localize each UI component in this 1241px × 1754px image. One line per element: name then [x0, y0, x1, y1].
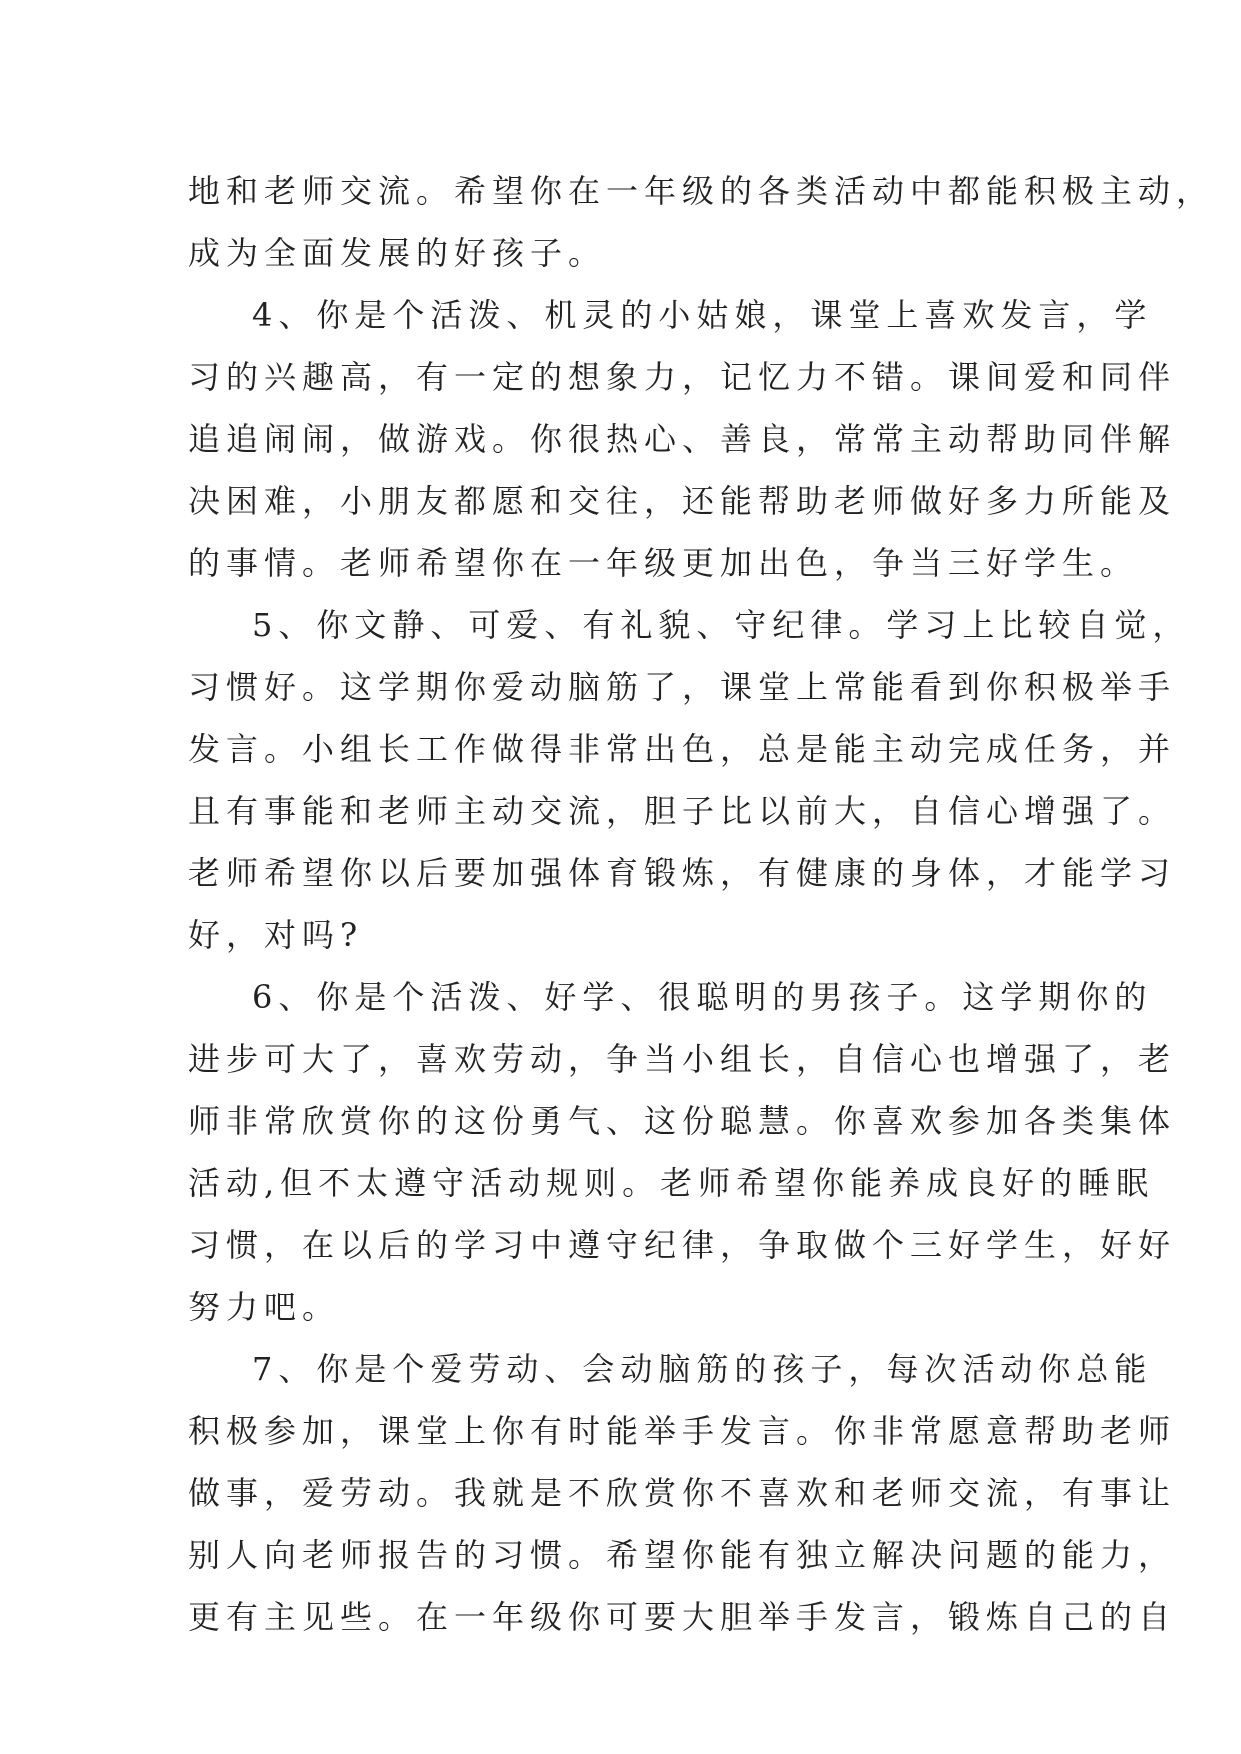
text-line: 老师希望你以后要加强体育锻炼，有健康的身体，才能学习	[188, 854, 1177, 892]
text-line: 追追闹闹，做游戏。你很热心、善良，常常主动帮助同伴解	[188, 420, 1177, 458]
paragraph-first-line: 5、你文静、可爱、有礼貌、守纪律。学习上比较自觉，	[252, 606, 1191, 644]
paragraph-first-line: 6、你是个活泼、好学、很聪明的男孩子。这学期你的	[252, 978, 1153, 1016]
paragraph-first-line: 7、你是个爱劳动、会动脑筋的孩子，每次活动你总能	[252, 1350, 1153, 1388]
text-line: 且有事能和老师主动交流，胆子比以前大，自信心增强了。	[188, 792, 1177, 830]
text-line: 的事情。老师希望你在一年级更加出色，争当三好学生。	[188, 544, 1139, 582]
text-line: 进步可大了，喜欢劳动，争当小组长，自信心也增强了，老	[188, 1040, 1177, 1078]
text-line: 决困难，小朋友都愿和交往，还能帮助老师做好多力所能及	[188, 482, 1177, 520]
text-line: 努力吧。	[188, 1288, 341, 1326]
text-line: 积极参加，课堂上你有时能举手发言。你非常愿意帮助老师	[188, 1412, 1177, 1450]
text-line: 做事，爱劳动。我就是不欣赏你不喜欢和老师交流，有事让	[188, 1474, 1177, 1512]
text-line: 师非常欣赏你的这份勇气、这份聪慧。你喜欢参加各类集体	[188, 1102, 1177, 1140]
text-line: 别人向老师报告的习惯。希望你能有独立解决问题的能力，	[188, 1536, 1177, 1574]
text-line: 习惯，在以后的学习中遵守纪律，争取做个三好学生，好好	[188, 1226, 1177, 1264]
text-line: 习惯好。这学期你爱动脑筋了，课堂上常能看到你积极举手	[188, 668, 1177, 706]
text-line: 活动,但不太遵守活动规则。老师希望你能养成良好的睡眠	[188, 1164, 1155, 1202]
text-line: 更有主见些。在一年级你可要大胆举手发言，锻炼自己的自	[188, 1598, 1177, 1636]
text-line: 习的兴趣高，有一定的想象力，记忆力不错。课间爱和同伴	[188, 358, 1177, 396]
paragraph-first-line: 4、你是个活泼、机灵的小姑娘，课堂上喜欢发言，学	[252, 296, 1153, 334]
text-line: 发言。小组长工作做得非常出色，总是能主动完成任务，并	[188, 730, 1177, 768]
document-body	[188, 160, 1215, 1648]
text-line: 好，对吗?	[188, 916, 364, 954]
text-line: 地和老师交流。希望你在一年级的各类活动中都能积极主动，	[188, 172, 1215, 210]
text-line: 成为全面发展的好孩子。	[188, 234, 607, 272]
